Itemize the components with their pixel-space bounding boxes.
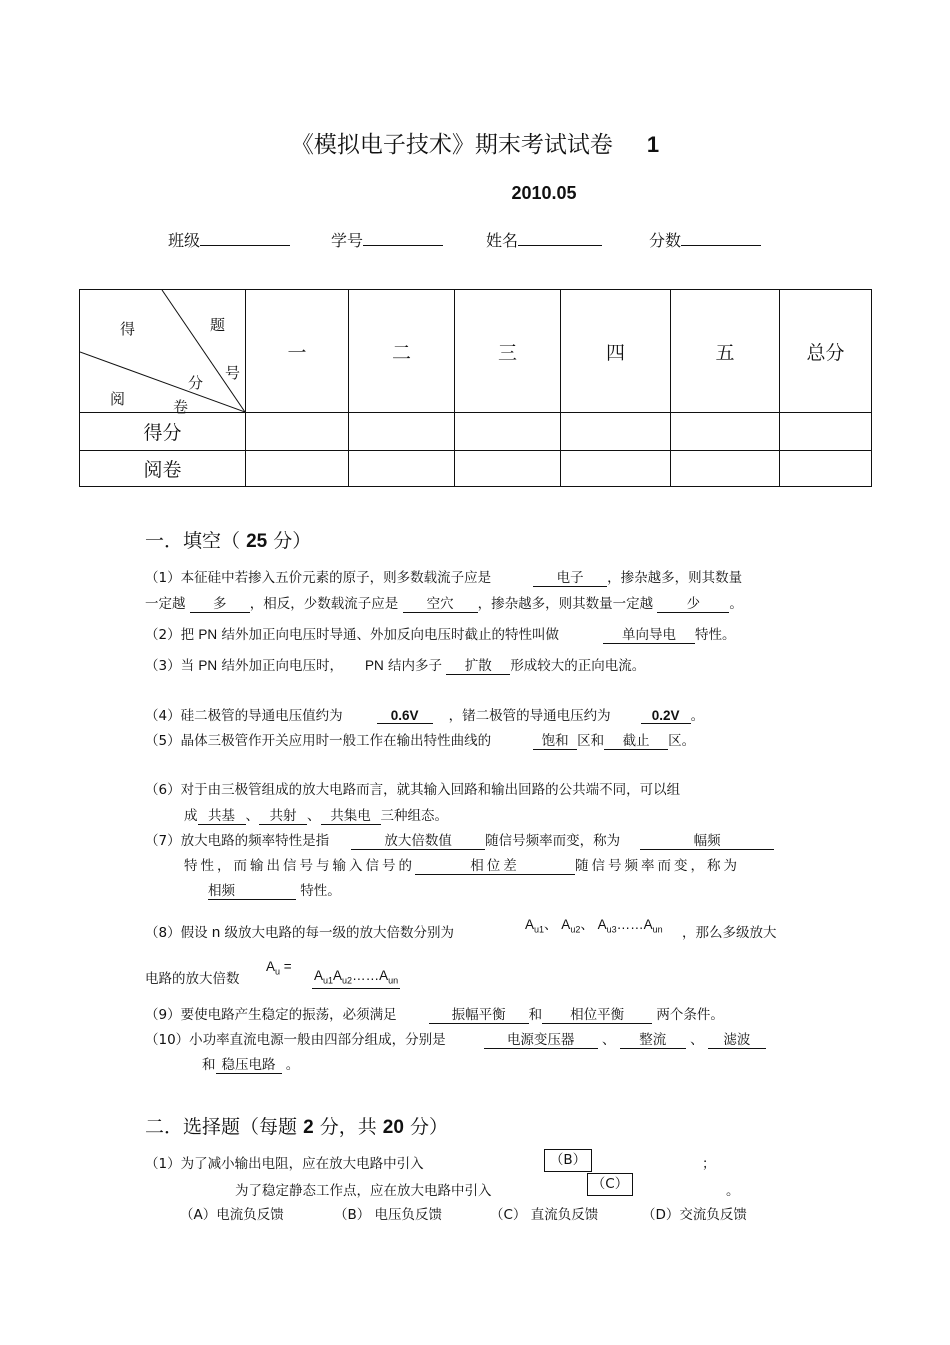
q7-answer-c: 相位差: [415, 859, 575, 875]
page-title: 《模拟电子技术》期末考试试卷 1: [290, 132, 660, 158]
q7-answer-a: 放大倍数值: [351, 834, 485, 850]
corner-cell: [80, 290, 246, 416]
section1-heading: 一．填空（ 25 分）: [145, 530, 312, 552]
s2-q1-option-d: （D）交流负反馈: [642, 1207, 747, 1223]
score-cell[interactable]: [780, 413, 872, 451]
q7-line3: 相频 特性。: [208, 883, 341, 899]
q8-line1-end: ，那么多级放大: [682, 925, 777, 941]
class-field[interactable]: 班级: [168, 228, 290, 251]
s2-q1-line2: 为了稳定静态工作点，应在放大电路中引入: [235, 1183, 492, 1199]
diagonal-lines: [80, 290, 245, 412]
s2-q1-line1: （1）为了减小输出电阻，应在放大电路中引入: [145, 1156, 424, 1172]
q8-gain-list: $A_{u1}$、 $A_{u2}$、 $A_{u3}\dots\dots A_{un}$: [525, 917, 663, 935]
title-number: 1: [646, 132, 660, 157]
q4: （4）硅二极管的导通电压值约为 0.6V ，锗二极管的导通电压约为 0.2V 。: [145, 708, 705, 724]
q5: （5）晶体三极管作开关应用时一般工作在输出特性曲线的 饱和 区和 截止 区。: [145, 733, 696, 749]
s2-q1-answer-a: （B）: [544, 1149, 592, 1172]
q8-line2: 电路的放大倍数: [145, 971, 240, 987]
s2-q1-semicolon: ；: [702, 1156, 716, 1172]
q10-answer-c: 滤波: [708, 1033, 766, 1049]
q10-answer-a: 电源变压器: [484, 1033, 598, 1049]
q6-answer-a: 共基: [198, 809, 246, 825]
s2-q1-period: 。: [726, 1183, 740, 1199]
col-4: 四: [561, 290, 671, 413]
q1-answer-c: 空穴: [403, 597, 478, 613]
s2-q1-option-c: （C） 直流负反馈: [490, 1207, 599, 1223]
q7-line1: （7）放大电路的频率特性是指 放大倍数值 随信号频率而变，称为 幅频: [145, 829, 774, 850]
q6-line2: 成 共基 、 共射 、 共集电 三种组态。: [184, 808, 448, 824]
q1-line1: （1）本征硅中若掺入五价元素的原子，则多数载流子应是 电子 ，掺杂越多，则其数量: [145, 570, 743, 586]
q4-answer-b: 0.2V: [641, 708, 691, 724]
q6-answer-b: 共射: [259, 809, 307, 825]
s2-q1-option-a: （A）电流负反馈: [180, 1207, 284, 1223]
col-total: 总分: [780, 290, 872, 413]
name-field[interactable]: 姓名: [486, 228, 602, 251]
q2: （2）把 PN 结外加正向电压时导通、外加反向电压时截止的特性叫做 单向导电 特性。: [145, 627, 736, 643]
score-cell[interactable]: [246, 413, 349, 451]
q1-line2: 一定越 多 ，相反，少数载流子应是 空穴 ，掺杂越多，则其数量一定越 少 。: [145, 596, 743, 612]
reviewer-cell[interactable]: [349, 451, 455, 487]
score-cell[interactable]: [455, 413, 561, 451]
corner-hao: 号: [225, 364, 241, 382]
reviewer-cell[interactable]: [671, 451, 780, 487]
score-table: [79, 289, 872, 487]
col-1: 一: [246, 290, 349, 413]
q10-answer-b: 整流: [620, 1033, 686, 1049]
q7-line2: 特性，而输出信号与输入信号的 相位差 随信号频率而变，称为: [184, 858, 740, 874]
q1-answer-b: 多: [190, 597, 250, 613]
q3: （3）当 PN 结外加正向电压时， PN 结内多子 扩散 形成较大的正向电流。: [145, 658, 646, 674]
row-reviewer-label: 阅卷: [80, 451, 246, 487]
corner-de: 得: [120, 320, 136, 338]
exam-date: 2010.05: [511, 183, 577, 203]
q5-answer-b: 截止: [604, 734, 668, 750]
q10-line1: （10）小功率直流电源一般由四部分组成，分别是 电源变压器 、 整流 、 滤波: [145, 1028, 766, 1049]
q9-answer-b: 相位平衡: [542, 1008, 652, 1024]
q9: （9）要使电路产生稳定的振荡，必须满足 振幅平衡 和 相位平衡 两个条件。: [145, 1007, 724, 1023]
reviewer-cell[interactable]: [561, 451, 671, 487]
corner-juan: 卷: [173, 398, 189, 416]
reviewer-cell[interactable]: [455, 451, 561, 487]
corner-ti: 题: [210, 316, 226, 334]
row-score-label: 得分: [80, 413, 246, 451]
corner-fen: 分: [188, 374, 204, 392]
s2-q1-option-b: （B） 电压负反馈: [334, 1207, 443, 1223]
score-cell[interactable]: [561, 413, 671, 451]
col-2: 二: [349, 290, 455, 413]
q3-answer: 扩散: [446, 659, 510, 675]
corner-yue: 阅: [110, 390, 126, 408]
q8-answer: $A_{u1}A_{u2}\dots\dots A_{un}$: [312, 968, 400, 989]
col-3: 三: [455, 290, 561, 413]
q10-line2: 和 稳压电路 。: [202, 1057, 300, 1073]
section2-heading: 二．选择题（每题 2 分，共 20 分）: [145, 1116, 448, 1138]
q2-answer: 单向导电: [603, 628, 695, 644]
q6-answer-c: 共集电: [321, 809, 381, 825]
q7-answer-b: 幅频: [640, 834, 774, 850]
col-5: 五: [671, 290, 780, 413]
q4-answer-a: 0.6V: [377, 708, 433, 724]
q8-total-gain: $A_u$ =: [266, 959, 292, 977]
q8-line1: （8）假设 n 级放大电路的每一级的放大倍数分别为: [145, 924, 455, 941]
student-id-field[interactable]: 学号: [331, 228, 443, 251]
s2-q1-answer-b: （C）: [587, 1173, 633, 1196]
q7-answer-d: 相频: [208, 884, 296, 900]
score-cell[interactable]: [349, 413, 455, 451]
reviewer-cell[interactable]: [780, 451, 872, 487]
q5-answer-a: 饱和: [533, 734, 577, 750]
q10-answer-d: 稳压电路: [216, 1058, 282, 1074]
q6-line1: （6）对于由三极管组成的放大电路而言，就其输入回路和输出回路的公共端不同，可以组: [145, 782, 681, 798]
score-field[interactable]: 分数: [649, 228, 761, 251]
q1-answer-a: 电子: [533, 571, 607, 587]
q1-answer-d: 少: [657, 597, 729, 613]
q9-answer-a: 振幅平衡: [429, 1008, 529, 1024]
reviewer-cell[interactable]: [246, 451, 349, 487]
score-cell[interactable]: [671, 413, 780, 451]
